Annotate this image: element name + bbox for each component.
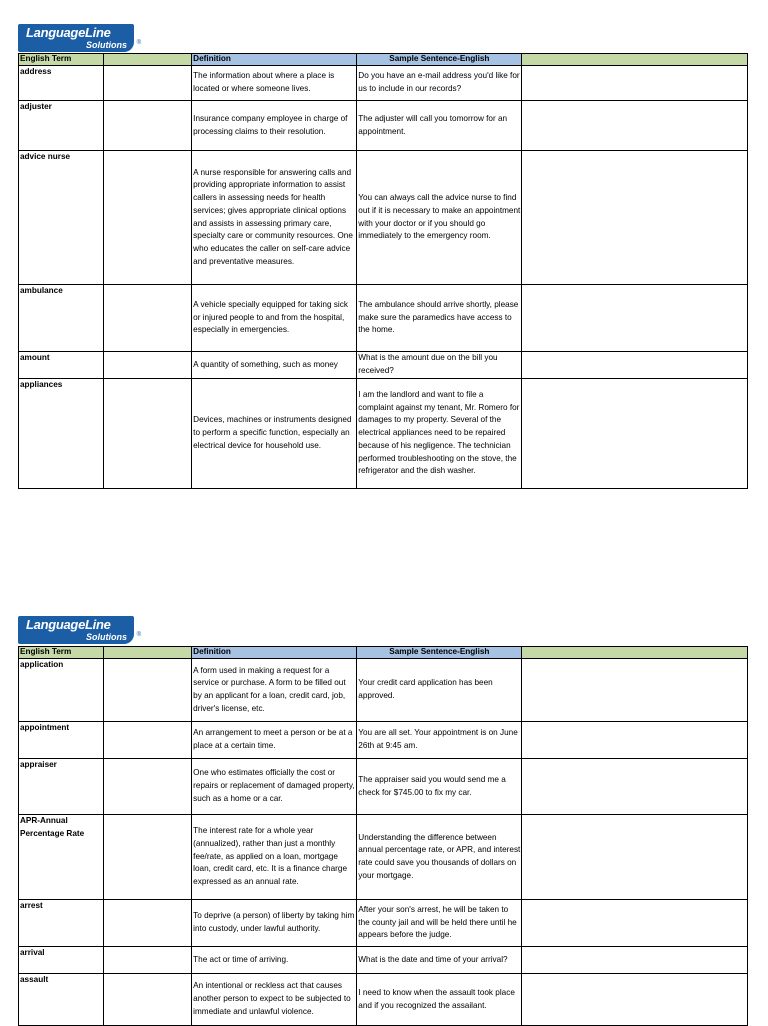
table-row	[19, 66, 748, 101]
logo-brand-text: LanguageLine	[26, 617, 111, 632]
blank-cell	[103, 66, 192, 101]
table-row	[19, 379, 748, 489]
header-definition: Definition	[192, 54, 357, 66]
definition-cell: The act or time of arriving.	[192, 947, 357, 974]
definition-cell: A vehicle specially equipped for taking sick or injured people to and from the hospital, especially in emergencies.	[192, 285, 357, 352]
sample-cell: Your credit card application has been approved.	[357, 659, 522, 722]
blank-cell	[103, 900, 192, 947]
sample-cell: The ambulance should arrive shortly, please make sure the paramedics have access to the home.	[357, 285, 522, 352]
extra-cell	[522, 151, 748, 285]
glossary-table-2	[18, 646, 748, 1026]
definition-cell: The information about where a place is located or where someone lives.	[192, 66, 357, 101]
header-extra	[522, 54, 748, 66]
logo-sub-text: Solutions	[83, 40, 130, 50]
header-extra	[522, 647, 748, 659]
blank-cell	[103, 151, 192, 285]
sample-cell: You are all set. Your appointment is on June 26th at 9:45 am.	[357, 722, 522, 759]
term-cell: advice nurse	[19, 151, 104, 285]
blank-cell	[103, 815, 192, 900]
logo-brand-text: LanguageLine	[26, 25, 111, 40]
term-cell: arrest	[19, 900, 104, 947]
table-row	[19, 815, 748, 900]
blank-cell	[103, 352, 192, 379]
table-row	[19, 900, 748, 947]
blank-cell	[103, 285, 192, 352]
sample-cell: What is the amount due on the bill you received?	[357, 352, 522, 379]
header-english-term: English Term	[19, 647, 104, 659]
definition-cell: An arrangement to meet a person or be at a place at a certain time.	[192, 722, 357, 759]
sample-cell: You can always call the advice nurse to find out if it is necessary to make an appointment with your doctor or if you should go immediately to the emergency room.	[357, 151, 522, 285]
extra-cell	[522, 101, 748, 151]
table-row	[19, 285, 748, 352]
term-cell: application	[19, 659, 104, 722]
sample-cell: What is the date and time of your arrival?	[357, 947, 522, 974]
table-row	[19, 759, 748, 815]
definition-cell: One who estimates officially the cost or repairs or replacement of damaged property, such as a home or a car.	[192, 759, 357, 815]
blank-cell	[103, 722, 192, 759]
table-row	[19, 101, 748, 151]
header-blank	[103, 54, 192, 66]
term-cell: appointment	[19, 722, 104, 759]
extra-cell	[522, 285, 748, 352]
blank-cell	[103, 101, 192, 151]
definition-cell: To deprive (a person) of liberty by taking him into custody, under lawful authority.	[192, 900, 357, 947]
extra-cell	[522, 947, 748, 974]
blank-cell	[103, 974, 192, 1026]
term-cell: appliances	[19, 379, 104, 489]
header-blank	[103, 647, 192, 659]
extra-cell	[522, 900, 748, 947]
term-cell: adjuster	[19, 101, 104, 151]
definition-cell: A quantity of something, such as money	[192, 352, 357, 379]
extra-cell	[522, 722, 748, 759]
extra-cell	[522, 815, 748, 900]
logo-registered-mark: ®	[136, 40, 141, 46]
table-header-row	[19, 647, 748, 659]
term-cell: arrival	[19, 947, 104, 974]
languageline-logo	[18, 24, 141, 52]
term-cell: ambulance	[19, 285, 104, 352]
header-english-term: English Term	[19, 54, 104, 66]
extra-cell	[522, 974, 748, 1026]
sample-cell: Understanding the difference between annual percentage rate, or APR, and interest rate could save you thousands of dollars on your mortgage.	[357, 815, 522, 900]
table-header-row	[19, 54, 748, 66]
header-sample-sentence: Sample Sentence-English	[357, 54, 522, 66]
sample-cell: The appraiser said you would send me a check for $745.00 to fix my car.	[357, 759, 522, 815]
term-cell: appraiser	[19, 759, 104, 815]
sample-cell: I need to know when the assault took place and if you recognized the assailant.	[357, 974, 522, 1026]
header-sample-sentence: Sample Sentence-English	[357, 647, 522, 659]
sample-cell: I am the landlord and want to file a complaint against my tenant, Mr. Romero for damages to my property. Several of the electrical appliances need to be repaired because of his negligence. The technician performed troubleshooting on the stove, the refrigerator and the dish washer.	[357, 379, 522, 489]
logo-registered-mark: ®	[136, 632, 141, 638]
blank-cell	[103, 947, 192, 974]
header-definition: Definition	[192, 647, 357, 659]
table-row	[19, 947, 748, 974]
sample-cell: The adjuster will call you tomorrow for an appointment.	[357, 101, 522, 151]
definition-cell: The interest rate for a whole year (annualized), rather than just a monthly fee/rate, as applied on a loan, mortgage loan, credit card, etc. It is a finance charge expressed as an annual rate.	[192, 815, 357, 900]
definition-cell: A nurse responsible for answering calls and providing appropriate information to assist callers in assessing needs for health services; gives appropriate clinical options and assists in assessing primary care, specialty care or community resources. One who educates the caller on self-care advice and preventative measures.	[192, 151, 357, 285]
languageline-logo	[18, 616, 141, 644]
blank-cell	[103, 379, 192, 489]
sample-cell: After your son's arrest, he will be taken to the county jail and will be held there until he appears before the judge.	[357, 900, 522, 947]
extra-cell	[522, 379, 748, 489]
table-row	[19, 722, 748, 759]
table-row	[19, 659, 748, 722]
extra-cell	[522, 352, 748, 379]
blank-cell	[103, 659, 192, 722]
definition-cell: An intentional or reckless act that causes another person to expect to be subjected to immediate and unlawful violence.	[192, 974, 357, 1026]
glossary-table-1	[18, 53, 748, 489]
extra-cell	[522, 659, 748, 722]
term-cell: address	[19, 66, 104, 101]
definition-cell: Devices, machines or instruments designed to perform a specific function, especially an electrical device for household use.	[192, 379, 357, 489]
table-row	[19, 974, 748, 1026]
blank-cell	[103, 759, 192, 815]
term-cell: APR-Annual Percentage Rate	[19, 815, 104, 900]
table-row	[19, 151, 748, 285]
definition-cell: Insurance company employee in charge of processing claims to their resolution.	[192, 101, 357, 151]
logo-sub-text: Solutions	[83, 632, 130, 642]
term-cell: amount	[19, 352, 104, 379]
definition-cell: A form used in making a request for a service or purchase. A form to be filled out by an applicant for a loan, credit card, job, driver's license, etc.	[192, 659, 357, 722]
term-cell: assault	[19, 974, 104, 1026]
sample-cell: Do you have an e-mail address you'd like for us to include in our records?	[357, 66, 522, 101]
table-row	[19, 352, 748, 379]
extra-cell	[522, 66, 748, 101]
extra-cell	[522, 759, 748, 815]
